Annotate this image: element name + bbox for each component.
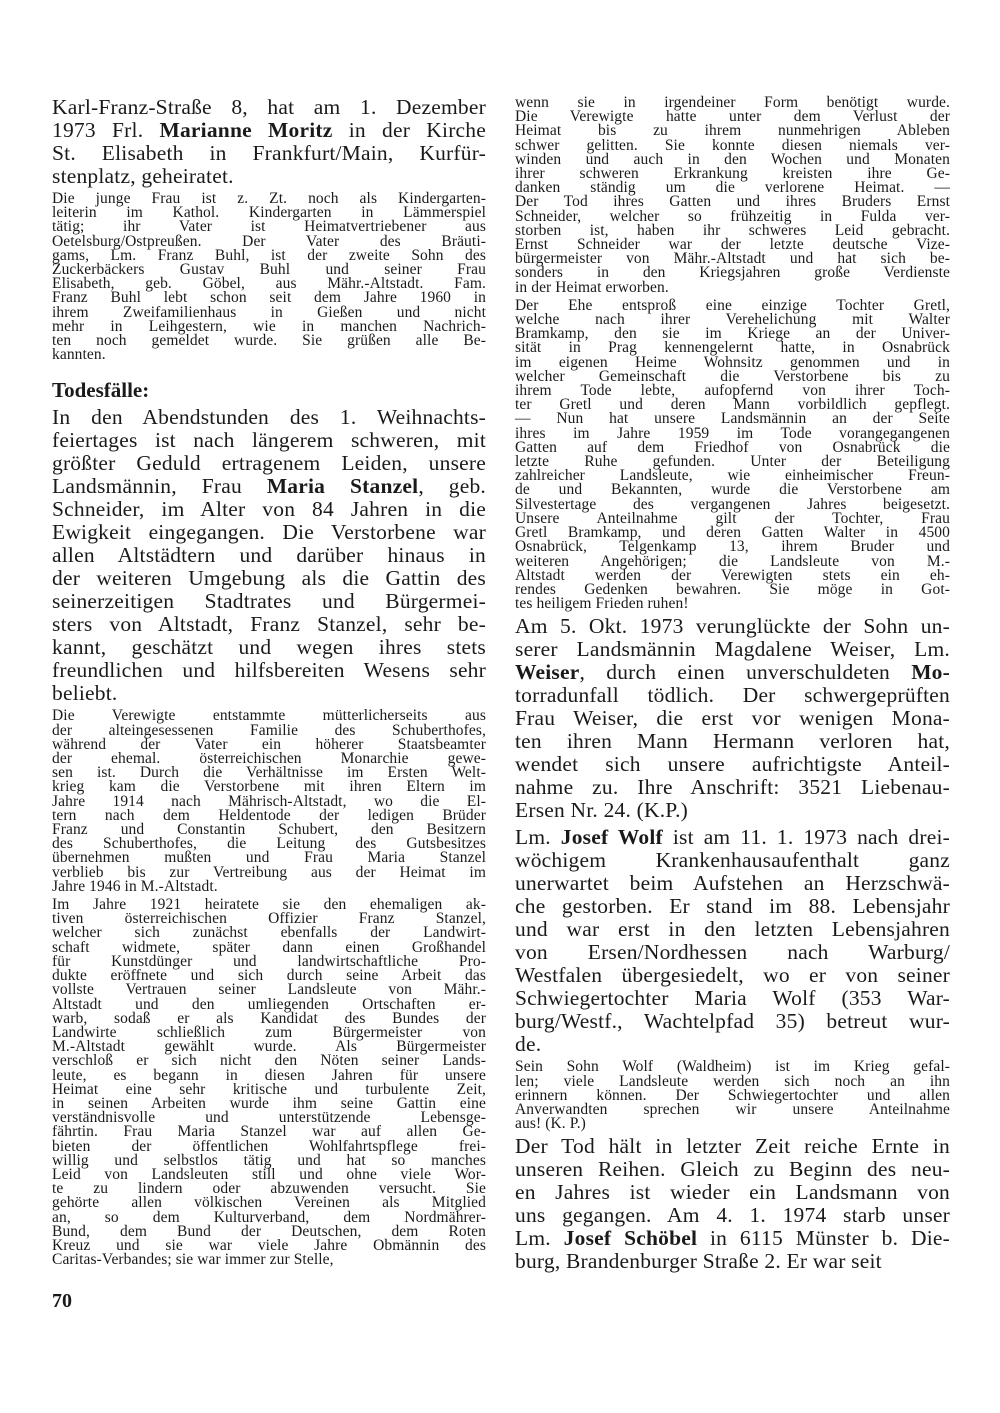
text-line: te zu lindern oder abzuwenden versucht. Sie — [52, 1180, 486, 1198]
text-line: Heimat bis zu ihrem nunmehrigen Ableben — [515, 122, 950, 140]
text-line: ten noch gemeldet wurde. Sie grüßen alle Be- — [52, 332, 486, 350]
text-line: sters von Altstadt, Franz Stanzel, sehr be- — [52, 612, 486, 637]
text-line: Bramkamp, den sie im Kriege an der Univer- — [515, 325, 950, 343]
text-line: Frau Weiser, die erst vor wenigen Mona- — [515, 706, 950, 731]
text-line: schwer gelitten. Sie konnte diesen niemals ver- — [515, 136, 950, 154]
text-line: Ernst Schneider war der letzte deutsche Vize- — [515, 236, 950, 254]
text-line: Bund, dem Bund der Deutschen, dem Roten — [52, 1222, 486, 1240]
text-line: welcher sich zunächst ebenfalls der Landwirt- — [52, 924, 486, 942]
text-line: en Jahres ist wieder ein Landsmann von — [515, 1180, 950, 1205]
section-heading-deaths: Todesfälle: — [52, 378, 150, 403]
wedding-notice-detail — [52, 192, 486, 362]
text-line: Silvestertage des vergangenen Jahres beigesetzt. — [515, 495, 950, 513]
text-line: tätig; ihr Vater ist Heimatvertriebener aus — [52, 218, 486, 236]
text-line: Gretl Bramkamp, und deren Gatten Walter in 4500 — [515, 524, 950, 542]
text-line: Altstadt und den umliegenden Ortschaften er- — [52, 995, 486, 1013]
text-line: leiterin im Kathol. Kindergarten in Lämmerspiel — [52, 204, 486, 222]
text-line: kannt, geschätzt und wegen ihres stets — [52, 635, 486, 660]
text-line: Der Ehe entsproß eine einzige Tochter Gretl, — [515, 296, 950, 314]
text-line: wöchigem Krankenhausaufenthalt ganz — [515, 848, 950, 873]
text-line: bieten der öffentlichen Wohlfahrtspflege frei- — [52, 1137, 486, 1155]
text-line: uns gegangen. Am 4. 1. 1974 starb unser — [515, 1203, 950, 1228]
text-line: Schneider, im Alter von 84 Jahren in die — [52, 497, 486, 522]
text-line: Franz und Constantin Schubert, den Besitzern — [52, 821, 486, 839]
obituary-stanzel-origins — [52, 709, 486, 894]
text-line: Der Tod ihres Gatten und ihres Bruders Ernst — [515, 193, 950, 211]
text-line: der weiteren Umgebung als die Gattin des — [52, 566, 486, 591]
text-line: schaft widmete, später dann einen Großhandel — [52, 938, 486, 956]
text-line: winden und auch in den Wochen und Monaten — [515, 150, 950, 168]
text-line: Lm. Josef Wolf ist am 11. 1. 1973 nach drei- — [515, 825, 950, 850]
text-line: Jahre 1914 nach Mährisch-Altstadt, wo die El- — [52, 792, 486, 810]
text-line: sität in Prag kennengelernt hatte, in Osnabrück — [515, 339, 950, 357]
text-line: des Schuberthofes, die Leitung des Gutsbesitzes — [52, 835, 486, 853]
text-line: ihrem Tode lebte, aufopfernd von ihrer Toch- — [515, 382, 950, 400]
text-line: torradunfall tödlich. Der schwergeprüften — [515, 683, 950, 708]
text-line: Osnabrück, Telgenkamp 13, ihrem Bruder und — [515, 538, 950, 556]
obituary-stanzel-marriage — [52, 898, 486, 1267]
text-line: allen Altstädtern und darüber hinaus in — [52, 543, 486, 568]
text-line: kannten. — [52, 346, 106, 364]
text-line: tiven österreichischen Offizier Franz Stanzel, — [52, 910, 486, 928]
text-line: leute, es begann in diesen Jahren für unsere — [52, 1066, 486, 1084]
text-line: Die Verewigte entstammte mütterlicherseits aus — [52, 707, 486, 725]
text-line: Jahre 1946 in M.-Altstadt. — [52, 877, 218, 895]
text-line: weiteren Angehörigen; die Landsleute von M.- — [515, 552, 950, 570]
obituary-schoebel — [515, 1135, 950, 1273]
text-line: Landsmännin, Frau Maria Stanzel, geb. — [52, 474, 487, 499]
text-line: Karl-Franz-Straße 8, hat am 1. Dezember — [52, 95, 486, 119]
text-line: bürgermeister von Mähr.-Altstadt und hat sich be- — [515, 250, 950, 268]
text-line: sen ist. Durch die Verhältnisse im Ersten Welt- — [52, 764, 486, 782]
text-line: dukte eröffnete und sich durch seine Arbeit das — [52, 967, 486, 985]
text-line: serer Landsmännin Magdalene Weiser, Lm. — [515, 637, 950, 662]
text-line: größter Geduld ertragenem Leiden, unsere — [52, 451, 486, 476]
text-line: mehr in Leihgestern, wie in manchen Nachrich- — [52, 317, 486, 335]
text-line: fährtin. Frau Maria Stanzel war auf allen Ge- — [52, 1123, 486, 1141]
text-line: rendes Gedenken bewahren. Sie möge in Got- — [515, 580, 950, 598]
text-line: Ewigkeit eingegangen. Die Verstorbene war — [52, 520, 486, 545]
text-line: feiertages ist nach längerem schweren, mit — [52, 428, 486, 453]
text-line: seinerzeitigen Stadtrates und Bürgermei- — [52, 589, 486, 614]
left-column — [52, 96, 486, 1267]
text-line: sonders in den Kriegsjahren große Verdienste — [515, 264, 950, 282]
text-line: danken ständig um die verlorene Heimat. — — [515, 179, 950, 197]
text-line: Elisabeth, geb. Göbel, aus Mähr.-Altstadt. Fam. — [52, 275, 486, 293]
text-line: Unsere Anteilnahme gilt der Tochter, Frau — [515, 509, 950, 527]
text-line: Landwirte schließlich zum Bürgermeister von — [52, 1023, 486, 1041]
text-line: tes heiligem Frieden ruhen! — [515, 595, 689, 613]
text-line: für Kunstdünger und landwirtschaftliche Pro- — [52, 952, 486, 970]
obituary-weiser — [515, 615, 950, 822]
text-line: Die junge Frau ist z. Zt. noch als Kindergarten- — [52, 190, 486, 207]
text-line: In den Abendstunden des 1. Weihnachts- — [52, 405, 486, 430]
text-line: 1973 Frl. Marianne Moritz in der Kirche — [52, 118, 486, 142]
text-line: burg, Brandenburger Straße 2. Er war seit — [515, 1249, 882, 1274]
text-line: St. Elisabeth in Frankfurt/Main, Kurfür- — [52, 141, 486, 165]
text-line: welcher Gemeinschaft die Verstorbene bis zu — [515, 367, 950, 385]
text-line: der ehemal. österreichischen Monarchie gewe- — [52, 750, 486, 768]
text-line: zahlreicher Landsleute, wie einheimischer Freun- — [515, 467, 950, 485]
text-line: tern nach dem Heldentode der ledigen Brüder — [52, 806, 486, 824]
text-line: che gestorben. Er stand im 88. Lebensjahr — [515, 894, 950, 919]
text-line: Zuckerbäckers Gustav Buhl und seiner Frau — [52, 261, 486, 279]
text-line: len; viele Landsleute werden sich noch an ihn — [515, 1072, 950, 1090]
text-line: Weiser, durch einen unverschuldeten Mo- — [515, 660, 950, 685]
text-line: unerwartet beim Aufstehen an Herzschwä- — [515, 871, 950, 896]
text-line: wendet sich unsere aufrichtigste Anteil- — [515, 752, 950, 777]
text-line: aus! (K. P.) — [515, 1115, 586, 1133]
text-line: Gatten auf dem Friedhof von Osnabrück die — [515, 438, 950, 456]
text-line: nahme zu. Ihre Anschrift: 3521 Liebenau- — [515, 775, 950, 800]
text-line: vollste Vertrauen seiner Landsleute von Mähr.- — [52, 981, 486, 999]
text-line: verständnisvolle und unterstützende Lebensge- — [52, 1109, 486, 1127]
obituary-stanzel-continued — [515, 96, 950, 295]
text-line: Schwiegertochter Maria Wolf (353 War- — [515, 986, 950, 1011]
text-line: Die Verewigte hatte unter dem Verlust der — [515, 108, 950, 126]
text-line: verblieb bis zur Vertreibung aus der Heimat im — [52, 863, 486, 881]
text-line: Ersen Nr. 24. (K.P.) — [515, 798, 688, 823]
text-line: Leid von Landsleuten still und ohne viele Wor- — [52, 1165, 486, 1183]
text-line: Westfalen übergesiedelt, wo er von seiner — [515, 963, 950, 988]
text-line: ihres im Jahre 1959 im Tode vorangegangenen — [515, 424, 950, 442]
text-line: in seinen Arbeiten wurde ihm seine Gattin eine — [52, 1094, 486, 1112]
obituary-stanzel-intro — [52, 406, 486, 705]
text-line: Franz Buhl lebt schon seit dem Jahre 1960 in — [52, 289, 486, 307]
text-line: letzte Ruhe gefunden. Unter der Beteiligung — [515, 453, 950, 471]
text-line: warb, sodaß er als Kandidat des Bundes der — [52, 1009, 486, 1027]
text-line: gehörte allen völkischen Vereinen als Mitglied — [52, 1194, 486, 1212]
text-line: übernehmen mußten und Frau Maria Stanzel — [52, 849, 486, 867]
wedding-notice-intro — [52, 96, 486, 188]
text-line: im eigenen Heime Wohnsitz genommen und in — [515, 353, 950, 371]
text-line: beliebt. — [52, 681, 118, 706]
text-line: Kreuz und sie war viele Jahre Obmännin des — [52, 1236, 486, 1254]
text-line: M.-Altstadt gewählt wurde. Als Bürgermeister — [52, 1038, 486, 1056]
text-line: ihrer schweren Erkrankung kreisten ihre Ge- — [515, 165, 950, 183]
text-line: Der Tod hält in letzter Zeit reiche Ernte in — [515, 1134, 950, 1159]
right-column — [515, 96, 950, 1273]
text-line: willig und selbstlos tätig und hat so manches — [52, 1151, 486, 1169]
text-line: welche nach ihrer Verehelichung mit Walter — [515, 311, 950, 329]
text-line: freundlichen und hilfsbereiten Wesens sehr — [52, 658, 486, 683]
text-line: krieg kam die Verstorbene mit ihren Eltern im — [52, 778, 486, 796]
text-line: Im Jahre 1921 heiratete sie den ehemaligen ak- — [52, 896, 486, 914]
text-line: Lm. Josef Schöbel in 6115 Münster b. Die- — [515, 1226, 950, 1251]
text-line: während der Vater ein höherer Staatsbeamter — [52, 735, 486, 753]
text-line: Schneider, welcher so frühzeitig in Fulda ver- — [515, 207, 950, 225]
text-line: storben ist, haben ihr schweres Leid gebracht. — [515, 221, 950, 239]
obituary-stanzel-family — [515, 296, 950, 613]
text-line: von Ersen/Nordhessen nach Warburg/ — [515, 940, 950, 965]
text-line: Oetelsburg/Ostpreußen. Der Vater des Bräuti- — [52, 232, 486, 250]
text-line: unseren Reihen. Gleich zu Beginn des neu- — [515, 1157, 950, 1182]
text-line: Altstadt werden der Verewigten stets ein eh- — [515, 566, 950, 584]
text-line: — Nun hat unsere Landsmännin an der Seite — [515, 410, 950, 428]
text-line: gams, Lm. Franz Buhl, ist der zweite Sohn des — [52, 246, 486, 264]
text-line: verschloß er sich nicht den Nöten seiner Lands- — [52, 1052, 486, 1070]
text-line: ten ihren Mann Hermann verloren hat, — [515, 729, 950, 754]
page-number: 70 — [52, 1290, 72, 1312]
text-line: ter Gretl und deren Mann vorbildlich gepflegt. — [515, 396, 950, 414]
text-line: wenn sie in irgendeiner Form benötigt wurde. — [515, 94, 950, 111]
text-line: burg/Westf., Wachtelpfad 35) betreut wur- — [515, 1009, 950, 1034]
obituary-wolf-son — [515, 1060, 950, 1131]
text-line: und war erst in den letzten Lebensjahren — [515, 917, 950, 942]
text-line: Heimat eine sehr kritische und turbulente Zeit, — [52, 1080, 486, 1098]
text-line: de. — [515, 1032, 542, 1057]
text-line: an, so dem Kulturverband, dem Nordmährer- — [52, 1208, 486, 1226]
text-line: Sein Sohn Wolf (Waldheim) ist im Krieg gefal- — [515, 1058, 950, 1076]
text-line: in der Heimat erworben. — [515, 278, 669, 296]
text-line: der alteingesessenen Familie des Schuberthofes, — [52, 721, 486, 739]
text-line: ihrem Zweifamilienhaus in Gießen und nicht — [52, 303, 486, 321]
text-line: de und Bekannten, wurde die Verstorbene am — [515, 481, 950, 499]
text-line: Am 5. Okt. 1973 verunglückte der Sohn un- — [515, 614, 950, 639]
obituary-wolf — [515, 826, 950, 1056]
text-line: Caritas-Verbandes; sie war immer zur Stelle, — [52, 1251, 334, 1269]
text-line: Anverwandten sprechen wir unsere Anteilnahme — [515, 1100, 950, 1118]
text-line: stenplatz, geheiratet. — [52, 164, 234, 188]
text-line: erinnern können. Der Schwiegertochter und allen — [515, 1086, 950, 1104]
